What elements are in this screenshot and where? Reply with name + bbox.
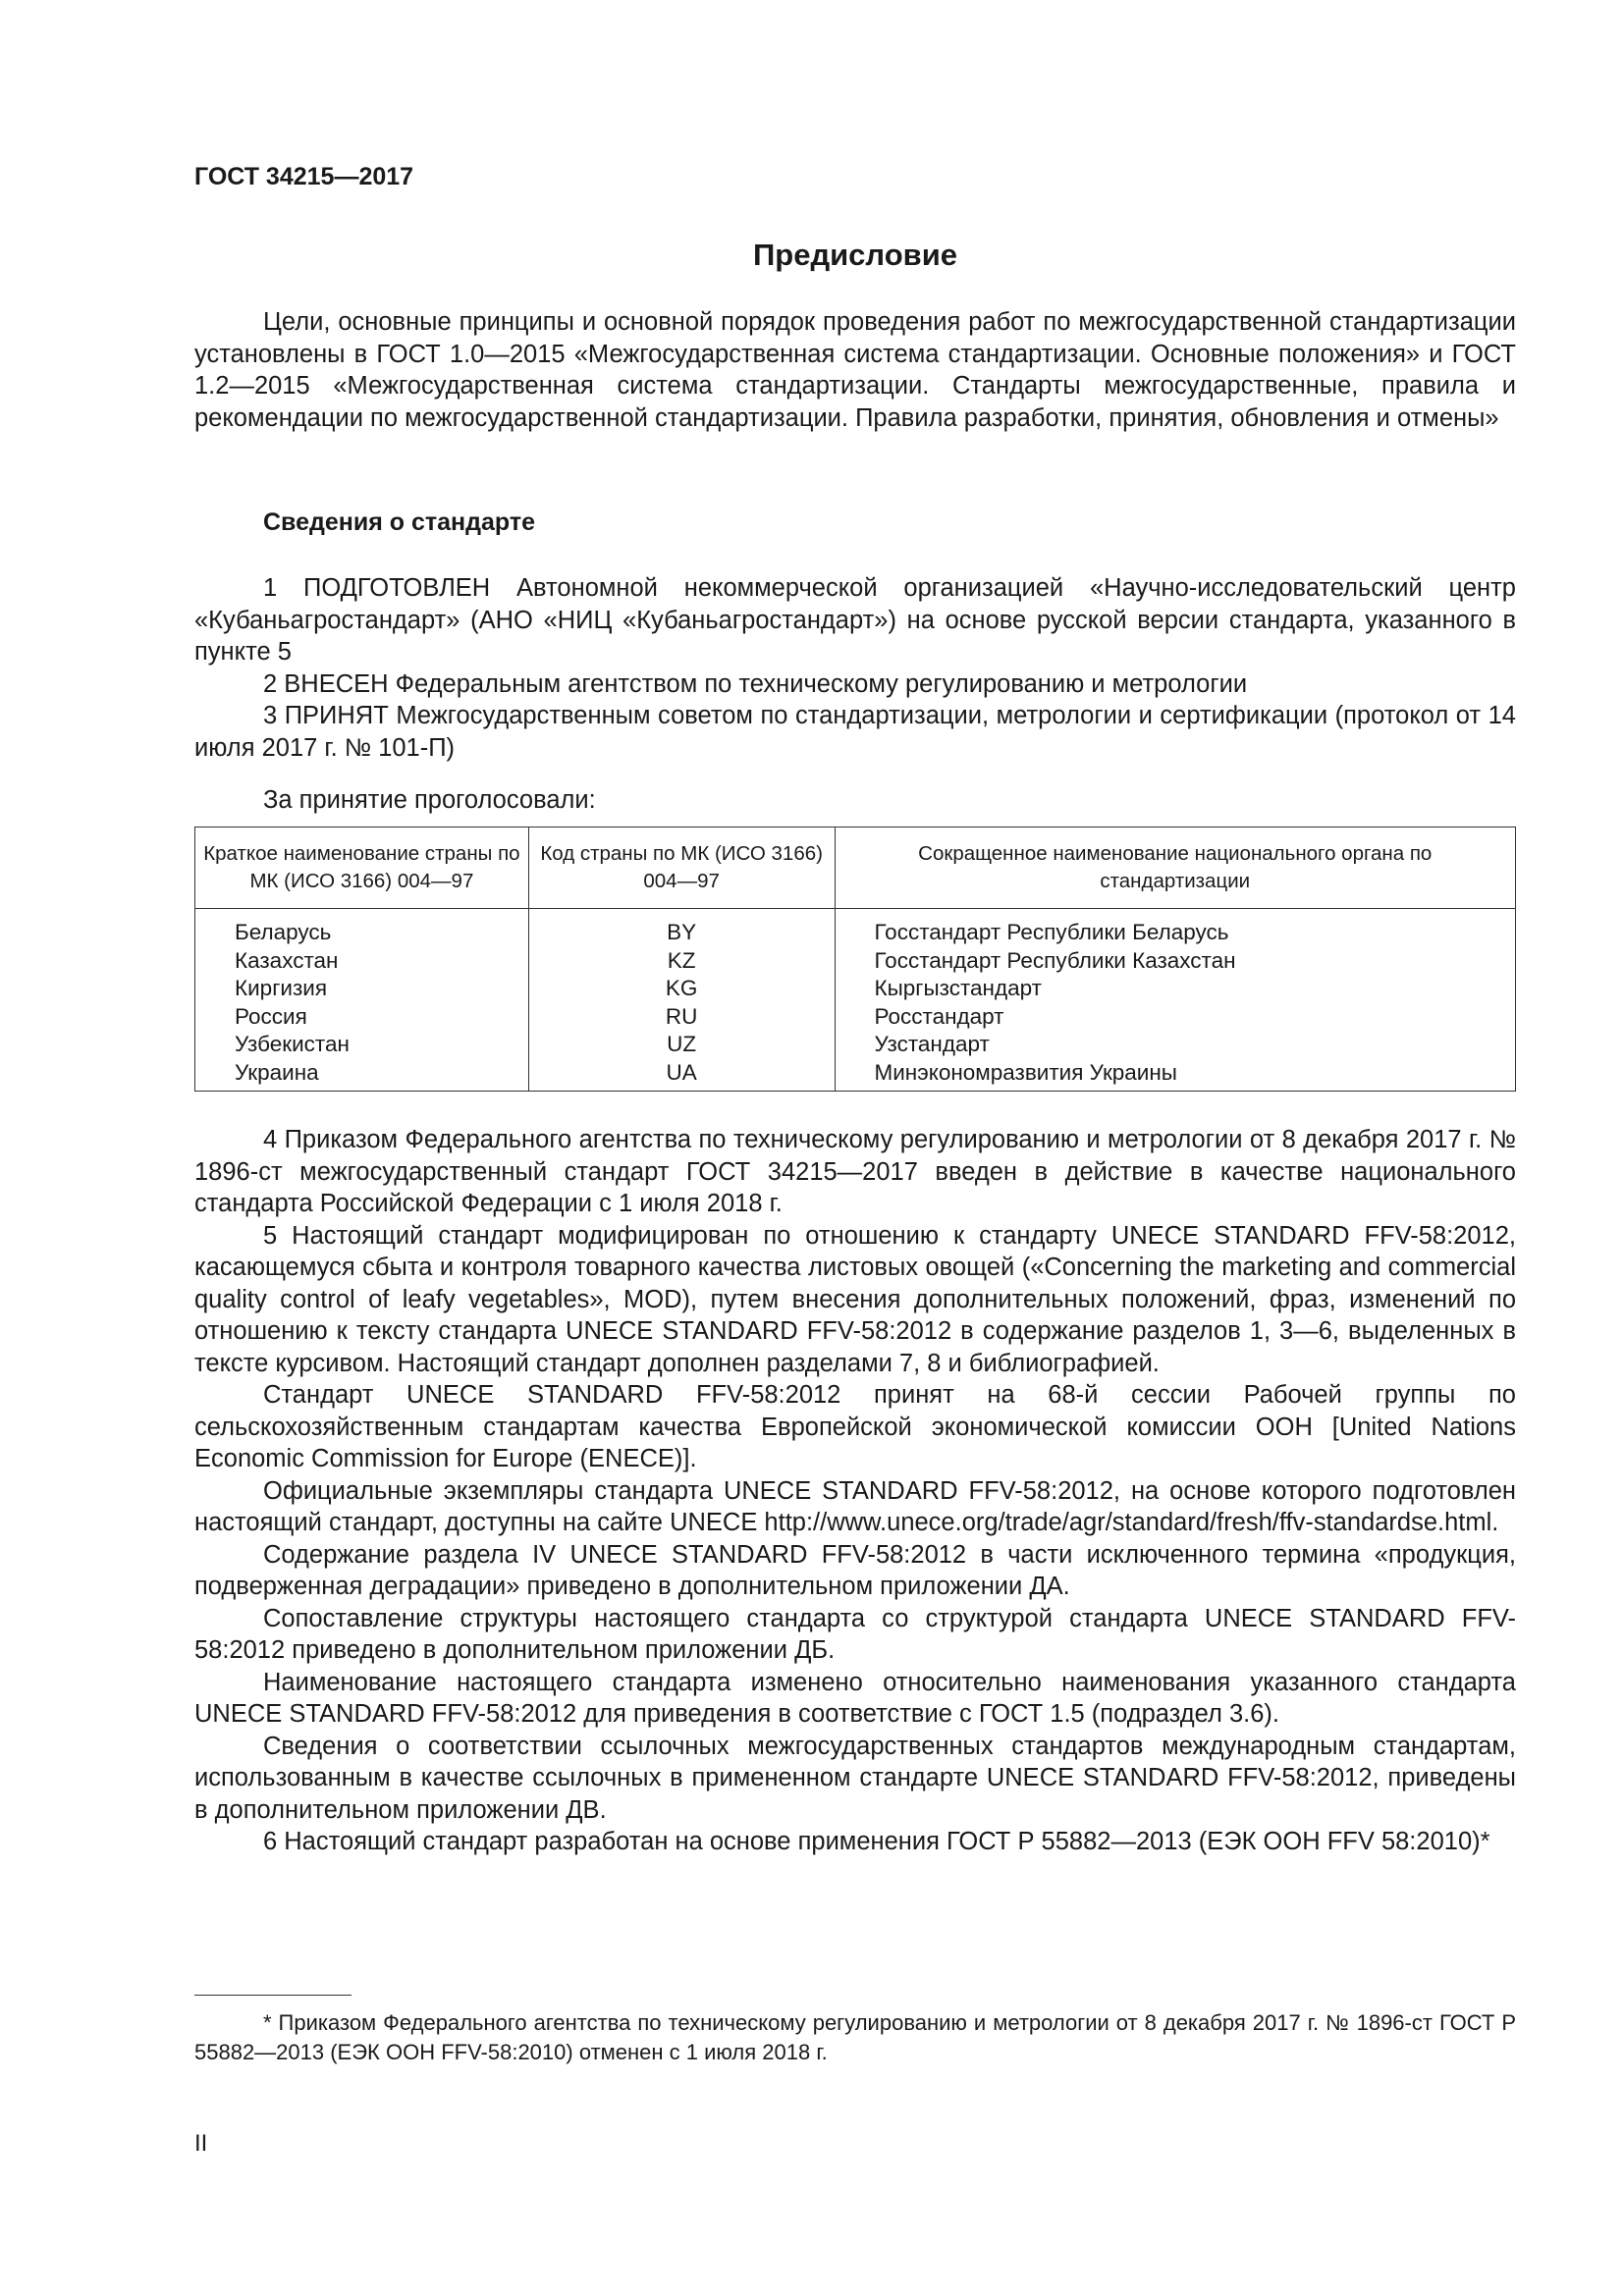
country-name: Россия	[195, 1003, 529, 1032]
national-body: Госстандарт Республики Беларусь	[835, 909, 1516, 947]
header-authority: Сокращенное наименование национального органа по стандартизации	[835, 828, 1516, 909]
items-top	[194, 572, 1516, 764]
item-5-adoption: Стандарт UNECE STANDARD FFV-58:2012 принят на 68-й сессии Рабочей группы по сельскохозяйственным стандартам качества Европейской экономической комиссии ООН [United Nations Economic Commission for Europe (ENECE)].	[194, 1381, 1516, 1472]
item-3: 3 ПРИНЯТ Межгосударственным советом по стандартизации, метрологии и сертификации (протокол от 14 июля 2017 г. № 101-П)	[194, 702, 1516, 762]
table-row	[195, 1059, 1516, 1092]
item-5-references: Сведения о соответствии ссылочных межгосударственных стандартов международным стандартам, использованным в качестве ссылочных в примененном стандарте UNECE STANDARD FFV-58:2012, приведены в дополнительном приложении ДВ.	[194, 1732, 1516, 1824]
footnote-divider	[194, 1995, 352, 1996]
item-5-official-copies: Официальные экземпляры стандарта UNECE STANDARD FFV-58:2012, на основе которого подготовлен настоящий стандарт, доступны на сайте UNECE http://www.unece.org/trade/agr/standard/fresh/ffv-standardse.html.	[194, 1476, 1516, 1536]
voted-label: За принятие проголосовали:	[263, 786, 596, 814]
country-name: Беларусь	[195, 909, 529, 947]
national-body: Минэкономразвития Украины	[835, 1059, 1516, 1092]
country-code: BY	[528, 909, 835, 947]
item-5: 5 Настоящий стандарт модифицирован по отношению к стандарту UNECE STANDARD FFV-58:2012, касающемуся сбыта и контроля товарного качества листовых овощей («Concerning the marketing and commercial quality control of leafy vegetables», MOD), путем внесения дополнительных положений, фраз, изменений по отношению к тексту стандарта UNECE STANDARD FFV-58:2012 в содержание разделов 1, 3—6, выделенных в тексте курсивом. Настоящий стандарт дополнен разделами 7, 8 и библиографией.	[194, 1221, 1516, 1377]
item-5-section-iv: Содержание раздела IV UNECE STANDARD FFV-58:2012 в части исключенного термина «продукция, подверженная деградации» приведено в дополнительном приложении ДА.	[194, 1540, 1516, 1600]
document-code: ГОСТ 34215—2017	[194, 163, 414, 190]
info-heading: Сведения о стандарте	[263, 508, 536, 536]
page-title: Предисловие	[752, 238, 957, 272]
country-code: UA	[528, 1059, 835, 1092]
country-name: Казахстан	[195, 947, 529, 976]
table-row	[195, 909, 1516, 947]
country-code: UZ	[528, 1031, 835, 1059]
voted-block	[194, 784, 1516, 817]
country-name: Киргизия	[195, 975, 529, 1003]
national-body: Росстандарт	[835, 1003, 1516, 1032]
intro-paragraph: Цели, основные принципы и основной порядок проведения работ по межгосударственной стандартизации установлены в ГОСТ 1.0—2015 «Межгосударственная система стандартизации. Основные положения» и ГОСТ 1.2—2015 «Межгосударственная система стандартизации. Стандарты межгосударственные, правила и рекомендации по межгосударственной стандартизации. Правила разработки, принятия, обновления и отмены»	[194, 308, 1516, 432]
page-number: II	[194, 2130, 208, 2157]
country-code: RU	[528, 1003, 835, 1032]
country-name: Украина	[195, 1059, 529, 1092]
footnote: * Приказом Федерального агентства по техническому регулированию и метрологии от 8 декабря 2017 г. № 1896-ст ГОСТ Р 55882—2013 (ЕЭК ООН FFV-58:2010) отменен с 1 июля 2018 г.	[194, 2010, 1516, 2064]
table-row	[195, 1031, 1516, 1059]
item-4: 4 Приказом Федерального агентства по техническому регулированию и метрологии от 8 декабря 2017 г. № 1896-ст межгосударственный стандарт ГОСТ 34215—2017 введен в действие в качестве национального стандарта Российской Федерации с 1 июля 2018 г.	[194, 1126, 1516, 1217]
item-5-title-change: Наименование настоящего стандарта изменено относительно наименования указанного стандарта UNECE STANDARD FFV-58:2012 для приведения в соответствие с ГОСТ 1.5 (подраздел 3.6).	[194, 1668, 1516, 1728]
item-6: 6 Настоящий стандарт разработан на основе применения ГОСТ Р 55882—2013 (ЕЭК ООН FFV 58:2010)*	[263, 1828, 1490, 1855]
table-row	[195, 1003, 1516, 1032]
national-body: Кыргызстандарт	[835, 975, 1516, 1003]
national-body: Узстандарт	[835, 1031, 1516, 1059]
country-name: Узбекистан	[195, 1031, 529, 1059]
header-code: Код страны по МК (ИСО 3166) 004—97	[528, 828, 835, 909]
header-country: Краткое наименование страны по МК (ИСО 3166) 004—97	[195, 828, 529, 909]
voting-table	[194, 827, 1516, 1092]
national-body: Госстандарт Республики Казахстан	[835, 947, 1516, 976]
items-bottom	[194, 1124, 1516, 1858]
table-header-row	[195, 828, 1516, 909]
item-2: 2 ВНЕСЕН Федеральным агентством по техническому регулированию и метрологии	[263, 669, 1248, 698]
table-row	[195, 975, 1516, 1003]
item-1: 1 ПОДГОТОВЛЕН Автономной некоммерческой организацией «Научно-исследовательский центр «Кубаньагростандарт» (АНО «НИЦ «Кубаньагростандарт») на основе русской версии стандарта, указанного в пункте 5	[194, 574, 1516, 666]
table-row	[195, 947, 1516, 976]
item-5-structure: Сопоставление структуры настоящего стандарта со структурой стандарта UNECE STANDARD FFV-58:2012 приведено в дополнительном приложении ДБ.	[194, 1604, 1516, 1664]
country-code: KG	[528, 975, 835, 1003]
country-code: KZ	[528, 947, 835, 976]
